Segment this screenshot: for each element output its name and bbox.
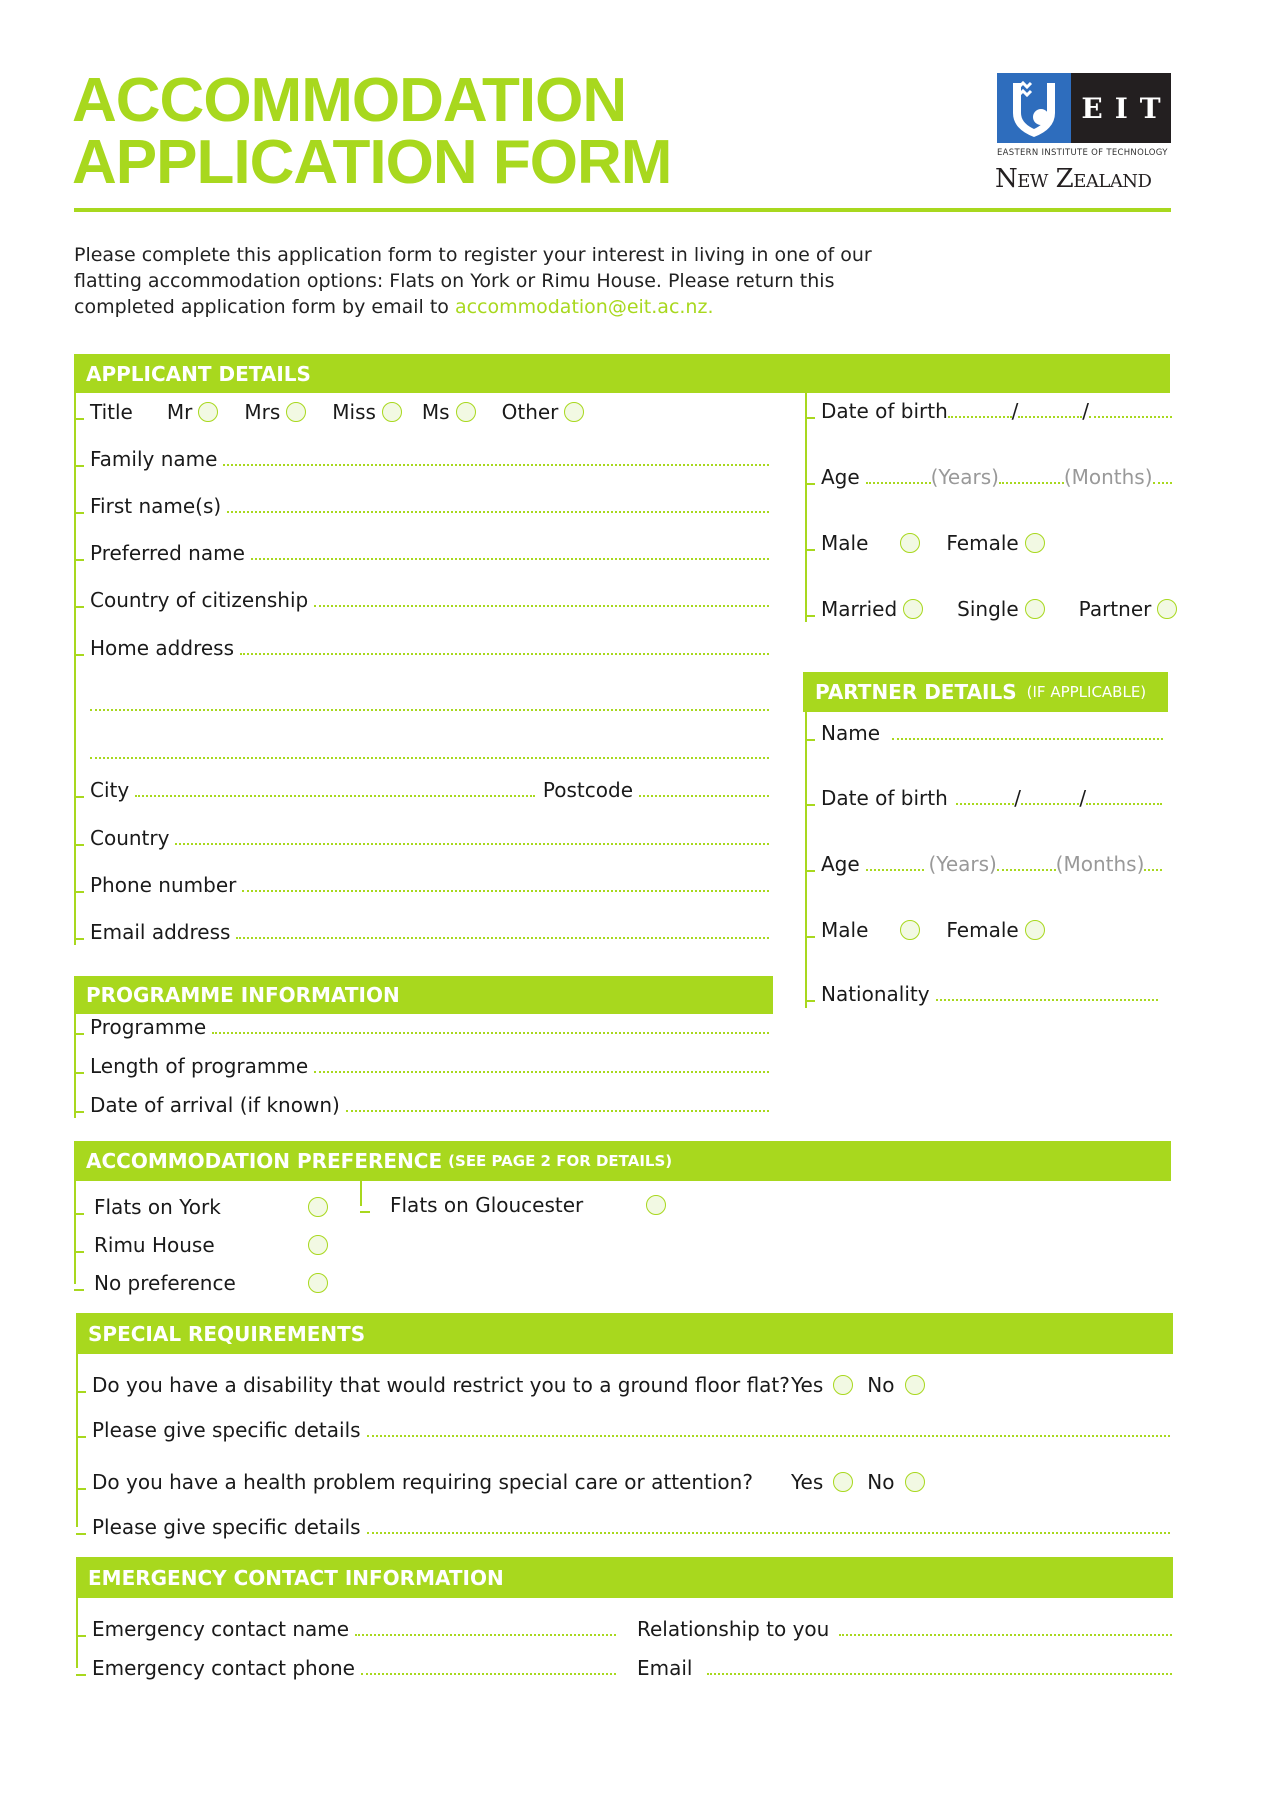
ms-radio[interactable] [456,402,476,422]
female-radio[interactable] [1025,533,1045,553]
mr-label: Mr [166,400,193,424]
partner-sex-row [805,914,1045,942]
label: Date of birth [821,399,948,423]
age-field[interactable] [805,461,1172,489]
label: Flats on Gloucester [390,1193,584,1217]
home-address-line2[interactable] [84,688,773,716]
programme-length-field[interactable] [74,1050,773,1078]
no-label: No [867,1470,895,1494]
slash: / [1011,399,1019,423]
partner-male-radio[interactable] [900,920,920,940]
label: Age [821,852,860,876]
title-row [74,396,584,424]
label: Date of arrival (if known) [90,1093,340,1117]
married-label: Married [821,597,898,621]
logo-country: New Zealand [995,164,1152,194]
emergency-email-field[interactable] [637,1652,1176,1680]
special-requirements-header [76,1313,1173,1354]
mrs-label: Mrs [244,400,281,424]
emergency-contact-header [76,1557,1173,1598]
applicant-details-header [74,354,1170,393]
divider [805,393,807,622]
married-radio[interactable] [903,599,923,619]
phone-field[interactable] [74,869,773,897]
header-label: ACCOMMODATION PREFERENCE [86,1149,443,1173]
emergency-name-field[interactable] [76,1613,620,1641]
sex-row [805,527,1045,555]
divider [74,393,76,945]
years-hint: (Years) [930,465,999,489]
disability-yes-radio[interactable] [833,1375,853,1395]
mrs-radio[interactable] [286,402,306,422]
other-label: Other [501,400,559,424]
disability-question [76,1369,790,1397]
partner-radio[interactable] [1157,599,1177,619]
label: Country of citizenship [90,588,309,612]
disability-no-radio[interactable] [905,1375,925,1395]
label: Length of programme [90,1054,309,1078]
postcode-label: Postcode [542,778,633,802]
single-label: Single [957,597,1019,621]
emergency-phone-field[interactable] [76,1652,620,1680]
intro-text: Please complete this application form to register your interest in living in one of our flatting accommodation options: Flats on York or Rimu House. Please return this completed application form by email to [74,244,872,318]
partner-dob-field[interactable] [805,782,1162,810]
header-label: APPLICANT DETAILS [86,361,311,386]
shield-logo-icon [997,73,1071,143]
rimu-radio[interactable] [308,1235,328,1255]
label: Email address [90,920,231,944]
city-label: City [90,778,130,802]
label: Country [90,826,170,850]
header-label: SPECIAL REQUIREMENTS [88,1321,366,1346]
slash: / [1082,399,1089,423]
slash: / [1079,786,1087,810]
header-label: PROGRAMME INFORMATION [86,983,400,1007]
label: Email [637,1656,693,1680]
other-radio[interactable] [564,402,584,422]
label: Emergency contact name [92,1617,350,1641]
programme-header [74,976,773,1014]
label: Emergency contact phone [92,1656,355,1680]
label: Flats on York [94,1195,221,1219]
no-preference-option[interactable] [74,1267,328,1295]
header-sub: (IF APPLICABLE) [1026,683,1147,701]
title-divider [74,208,1171,212]
no-preference-radio[interactable] [308,1273,328,1293]
health-question [76,1466,753,1494]
yes-label: Yes [791,1470,824,1494]
partner-female-radio[interactable] [1025,920,1045,940]
intro-paragraph [74,242,874,320]
partner-name-field[interactable] [805,717,1167,745]
male-label: Male [821,531,869,555]
question-text: Do you have a disability that would restrict you to a ground floor flat? [92,1373,790,1397]
home-address-line3[interactable] [84,736,773,764]
relationship-field[interactable] [637,1613,1176,1641]
country-field[interactable] [74,822,773,850]
eit-logo: EIT [1071,73,1171,143]
years-hint: (Years) [928,852,997,876]
gloucester-radio[interactable] [646,1195,666,1215]
label: Programme [90,1015,207,1039]
label: Please give specific details [92,1418,361,1442]
page-title-line1: ACCOMMODATION [72,66,627,135]
dob-field[interactable] [805,395,1172,423]
rimu-option[interactable] [74,1229,328,1257]
city-postcode-row[interactable] [74,774,773,802]
miss-radio[interactable] [382,402,402,422]
arrival-date-field[interactable] [74,1089,773,1117]
label: First name(s) [90,494,222,518]
label: Family name [90,447,218,471]
york-option[interactable] [74,1191,328,1219]
male-radio[interactable] [900,533,920,553]
health-yes-radio[interactable] [833,1472,853,1492]
label: No preference [94,1271,236,1295]
partner-age-field[interactable] [805,848,1162,876]
citizenship-field[interactable] [74,584,773,612]
disability-details-field[interactable] [76,1414,1174,1442]
health-details-field[interactable] [76,1511,1174,1539]
health-no-radio[interactable] [905,1472,925,1492]
york-radio[interactable] [308,1197,328,1217]
logo-institute: EASTERN INSTITUTE OF TECHNOLOGY [997,148,1168,158]
months-hint: (Months) [1063,465,1153,489]
family-name-field[interactable] [74,443,773,471]
label: Phone number [90,873,237,897]
label: Date of birth [821,786,948,810]
marital-row [805,593,1177,621]
yes-label: Yes [791,1373,824,1397]
gloucester-option[interactable] [360,1189,666,1217]
label: Name [821,721,881,745]
question-text: Do you have a health problem requiring special care or attention? [92,1470,753,1494]
female-label: Female [946,531,1019,555]
preferred-name-field[interactable] [74,537,773,565]
header-sub: (SEE PAGE 2 FOR DETAILS) [448,1152,673,1170]
first-name-field[interactable] [74,490,773,518]
miss-label: Miss [332,400,376,424]
no-label: No [867,1373,895,1397]
single-radio[interactable] [1025,599,1045,619]
months-hint: (Months) [1055,852,1145,876]
partner-nationality-field[interactable] [805,978,1162,1006]
label: Nationality [821,982,930,1006]
home-address-field[interactable] [74,632,773,660]
partner-label: Partner [1078,597,1152,621]
partner-details-header [803,672,1168,712]
title-label: Title [90,400,133,424]
label: Home address [90,636,234,660]
email-link[interactable]: accommodation@eit.ac.nz. [454,296,714,318]
header-label: PARTNER DETAILS [815,680,1017,704]
label: Relationship to you [637,1617,830,1641]
disability-answer [791,1369,925,1397]
label: Please give specific details [92,1515,361,1539]
header-label: EMERGENCY CONTACT INFORMATION [88,1565,504,1590]
mr-radio[interactable] [198,402,218,422]
label: Rimu House [94,1233,215,1257]
programme-field[interactable] [74,1011,773,1039]
male-label: Male [821,918,869,942]
female-label: Female [946,918,1019,942]
label: Age [821,465,860,489]
slash: / [1014,786,1021,810]
email-field[interactable] [74,916,773,944]
ms-label: Ms [421,400,450,424]
label: Preferred name [90,541,245,565]
accommodation-header [74,1141,1171,1181]
health-answer [791,1466,925,1494]
page-title-line2: APPLICATION FORM [72,128,672,197]
